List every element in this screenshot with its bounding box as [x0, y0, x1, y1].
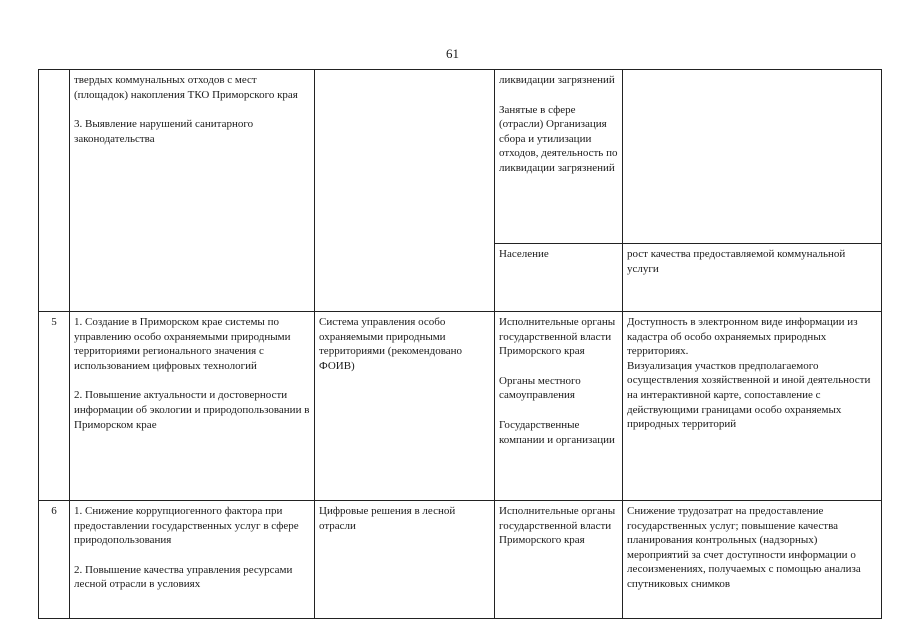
task-text: твердых коммунальных отходов с мест (площадок) накопления ТКО Приморского края: [74, 74, 298, 101]
task-text: 1. Снижение коррупциогенного фактора при предоставлении государственных услуг в сфере природопользования: [74, 505, 299, 547]
effects-cell: [623, 312, 882, 501]
table-row: [39, 501, 882, 619]
groups-cell: [495, 70, 623, 244]
tasks-cell: [70, 312, 315, 501]
solution-cell: [315, 501, 495, 619]
page-number: 61: [446, 46, 459, 61]
task-text: 2. Повышение актуальности и достоверности информации об экологии и природопользовании в Приморском крае: [74, 389, 310, 431]
group-text: Исполнительные органы государственной власти Приморского края: [499, 505, 616, 547]
effect-text: Доступность в электронном виде информации из кадастра об особо охраняемых природных территориях.: [627, 316, 858, 358]
task-text: 2. Повышение качества управления ресурсами лесной отрасли в условиях: [74, 563, 293, 591]
task-text: 3. Выявление нарушений санитарного законодательства: [74, 118, 254, 145]
effect-text: рост качества предоставляемой коммунальной услуги: [627, 248, 846, 275]
solution-text: Цифровые решения в лесной отрасли: [319, 505, 456, 532]
effects-cell: [623, 244, 882, 312]
row-number-cell: [39, 70, 70, 312]
group-text: Государственные компании и организации: [499, 418, 615, 446]
solution-cell: [315, 70, 495, 312]
row-number-cell: [39, 312, 70, 501]
solution-cell: [315, 312, 495, 501]
group-text: Органы местного самоуправления: [499, 374, 581, 402]
group-text: Население: [499, 248, 549, 260]
effect-text: Визуализация участков предполагаемого осуществления хозяйственной и иной деятельности на интерактивной карте, сопоставление с действующими границами особо охраняемых природных территорий: [627, 359, 871, 431]
group-text: ликвидации загрязнений: [499, 74, 615, 86]
task-text: 1. Создание в Приморском крае системы по управлению особо охраняемыми природными территориями регионального значения с использованием цифровых технологий: [74, 316, 291, 372]
row-number: 5: [51, 316, 57, 328]
row-number: 6: [51, 505, 57, 517]
table-row: [39, 70, 882, 244]
document-table: [38, 69, 882, 619]
group-text: Исполнительные органы государственной власти Приморского края: [499, 316, 616, 358]
groups-cell: [495, 501, 623, 619]
effects-cell: [623, 70, 882, 244]
effect-text: Снижение трудозатрат на предоставление государственных услуг; повышение качества планирования контрольных (надзорных) мероприятий за счет доступности информации о лесоизменениях, получаемых с помощью анализа спутниковых снимков: [627, 505, 861, 590]
tasks-cell: [70, 70, 315, 312]
groups-cell: [495, 244, 623, 312]
tasks-cell: [70, 501, 315, 619]
solution-text: Система управления особо охраняемыми природными территориями (рекомендовано ФОИВ): [319, 316, 463, 372]
group-text: Занятые в сфере (отрасли) Организация сбора и утилизации отходов, деятельность по ликвидации загрязнений: [499, 103, 618, 174]
effects-cell: [623, 501, 882, 619]
table-row: [39, 312, 882, 501]
groups-cell: [495, 312, 623, 501]
row-number-cell: [39, 501, 70, 619]
